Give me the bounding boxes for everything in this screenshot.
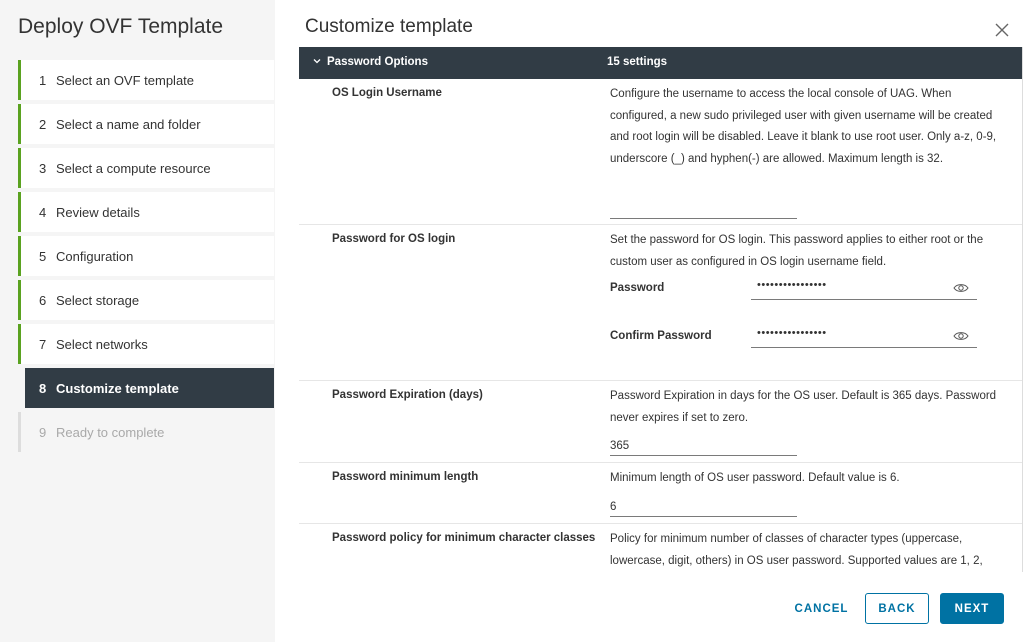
step-label: Customize template (56, 380, 179, 396)
group-header-password-options[interactable] (299, 47, 1022, 79)
next-button[interactable]: NEXT (940, 593, 1004, 624)
step-select-networks[interactable] (18, 324, 274, 364)
setting-row-password-os-login (299, 225, 1022, 381)
wizard-sidebar (0, 0, 275, 642)
back-button[interactable]: BACK (865, 593, 929, 624)
step-number: 1 (39, 72, 47, 88)
setting-description: Policy for minimum number of classes of character types (uppercase, lowercase, digit, others) in OS user password. Supported values are 1, 2, (610, 533, 983, 567)
password-label: Password (610, 282, 665, 294)
step-ready-to-complete (18, 412, 274, 452)
setting-description: Password Expiration in days for the OS user. Default is 365 days. Password never expires if set to zero. (610, 390, 997, 424)
step-number: 6 (39, 292, 47, 308)
cancel-button[interactable]: CANCEL (784, 593, 859, 624)
setting-row-os-login-username (299, 79, 1022, 225)
step-number: 8 (39, 380, 47, 396)
step-select-storage[interactable] (18, 280, 274, 320)
step-customize-template[interactable] (25, 368, 274, 408)
confirm-password-field[interactable] (751, 327, 977, 348)
step-number: 5 (39, 248, 47, 264)
wizard-steps (18, 60, 274, 456)
step-select-name-folder[interactable] (18, 104, 274, 144)
setting-description: Configure the username to access the local console of UAG. When configured, a new sudo privileged user with given username will be created and root login will be disabled. Leave it blank to use root user. Only a-z, 0-9, underscore (_) and hyphen(-) are allowed. Maximum length is 32. (610, 88, 997, 165)
step-number: 9 (39, 424, 47, 440)
settings-count: 15 settings (607, 56, 668, 68)
setting-label: Password Expiration (days) (332, 389, 483, 401)
setting-description: Minimum length of OS user password. Default value is 6. (610, 472, 900, 484)
settings-panel[interactable] (299, 47, 1023, 572)
group-label: Password Options (327, 56, 428, 68)
step-number: 4 (39, 204, 47, 220)
setting-row-password-policy-classes (299, 524, 1022, 572)
setting-row-password-expiration (299, 381, 1022, 463)
step-label: Select storage (56, 292, 140, 308)
setting-label: Password policy for minimum character classes (332, 532, 596, 544)
confirm-password-label: Confirm Password (610, 330, 712, 342)
setting-row-password-min-length (299, 463, 1022, 524)
password-value: •••••••••••••••• (757, 279, 827, 291)
step-label: Review details (56, 204, 140, 220)
password-min-length-input[interactable] (610, 498, 797, 517)
step-label: Select a compute resource (56, 160, 211, 176)
os-login-username-input[interactable] (610, 200, 797, 219)
step-select-ovf-template[interactable] (18, 60, 274, 100)
step-label: Configuration (56, 248, 134, 264)
chevron-down-icon[interactable] (312, 56, 322, 66)
step-configuration[interactable] (18, 236, 274, 276)
password-field[interactable] (751, 279, 977, 300)
wizard-title: Deploy OVF Template (18, 15, 224, 38)
step-number: 7 (39, 336, 47, 352)
eye-icon[interactable] (953, 281, 969, 293)
setting-label: OS Login Username (332, 87, 442, 99)
step-number: 3 (39, 160, 47, 176)
setting-label: Password minimum length (332, 471, 479, 483)
step-label: Select an OVF template (56, 72, 195, 88)
setting-description: Set the password for OS login. This password applies to either root or the custom user as configured in OS login username field. (610, 234, 984, 268)
page-title: Customize template (305, 16, 473, 37)
close-icon[interactable] (992, 20, 1012, 40)
step-number: 2 (39, 116, 47, 132)
password-expiration-input[interactable] (610, 437, 797, 456)
setting-label: Password for OS login (332, 233, 456, 245)
step-review-details[interactable] (18, 192, 274, 232)
step-select-compute-resource[interactable] (18, 148, 274, 188)
step-label: Select networks (56, 336, 148, 352)
confirm-password-value: •••••••••••••••• (757, 327, 827, 339)
eye-icon[interactable] (953, 329, 969, 341)
step-label: Select a name and folder (56, 116, 201, 132)
step-label: Ready to complete (56, 424, 165, 440)
